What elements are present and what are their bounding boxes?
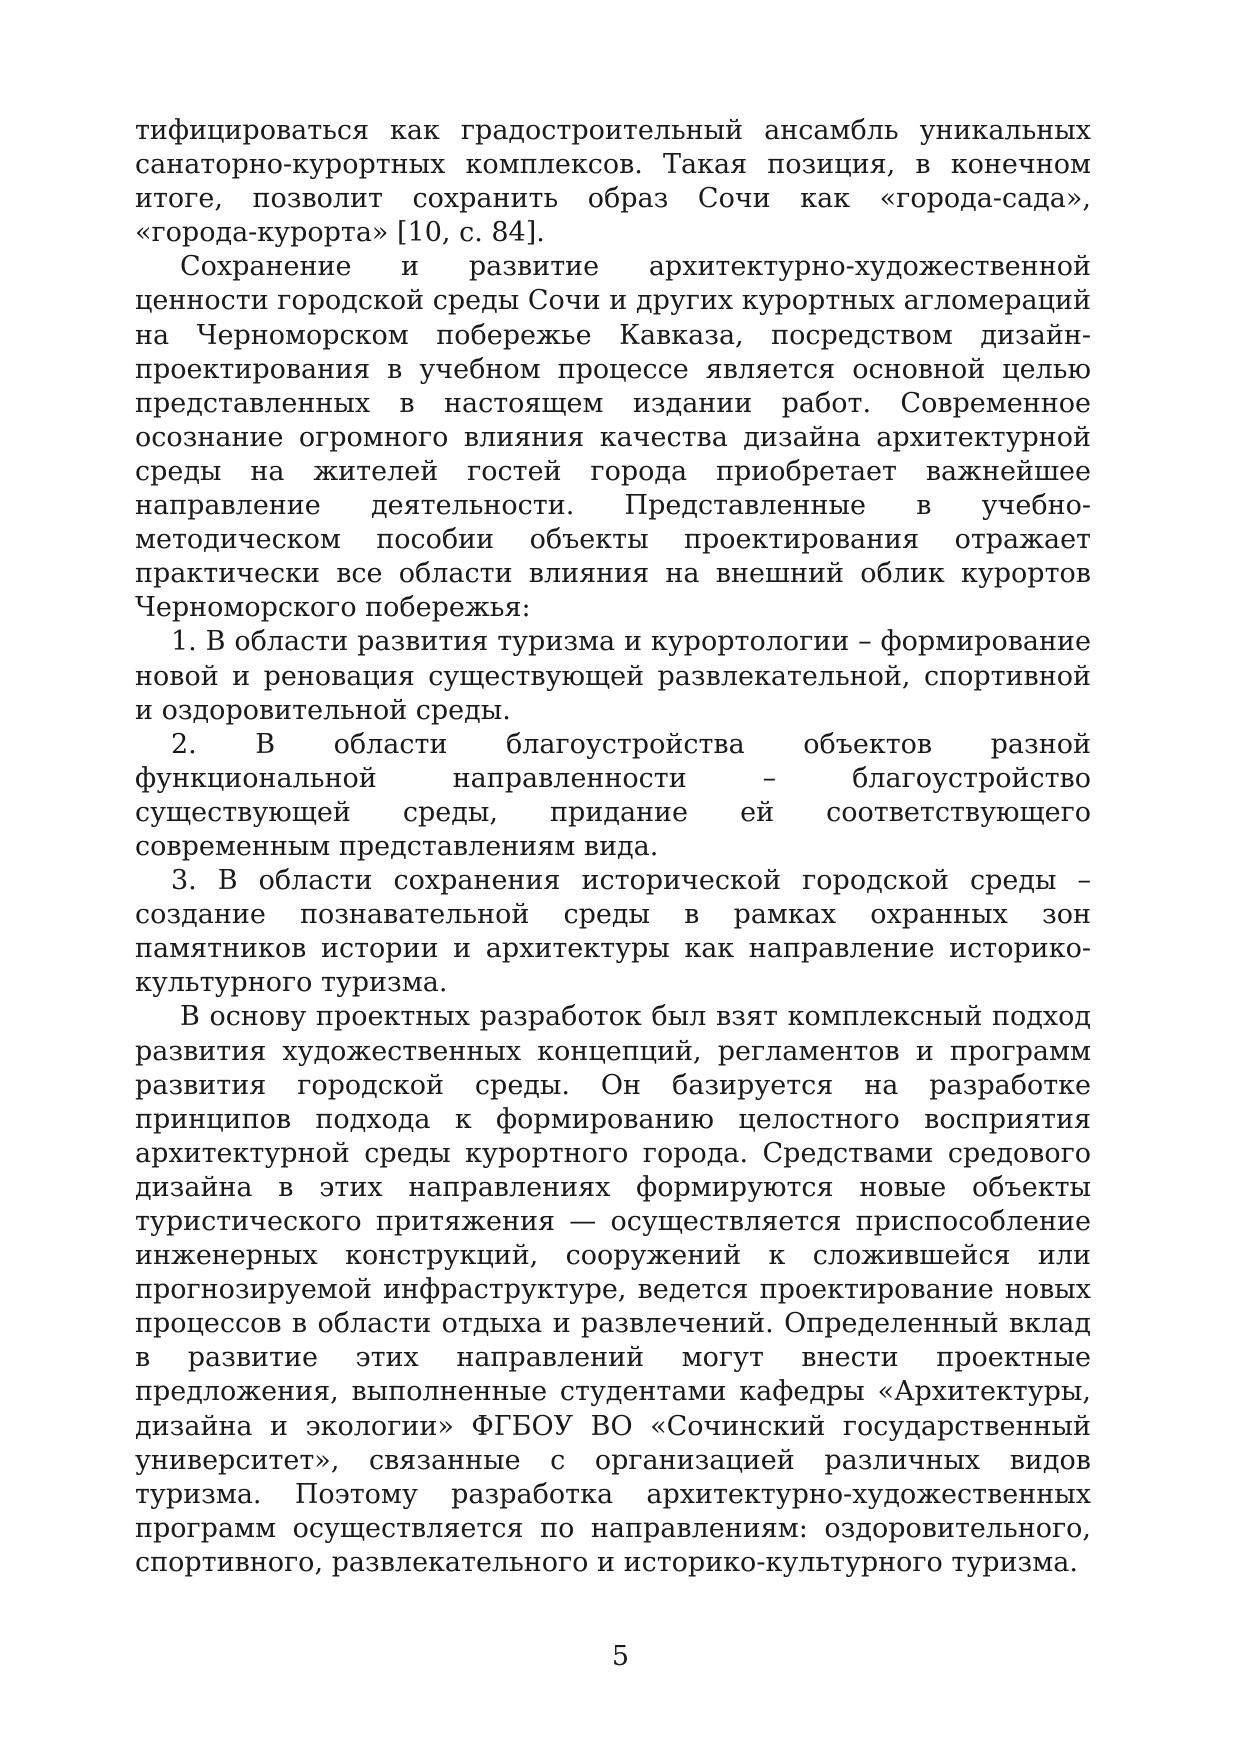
paragraph-continuation: тифицироваться как градостроительный ансамбль уникальных санаторно-курортных комплексов. Такая позиция, в конечном итоге, позволит сохранить образ Сочи как «города-сада», «города-курорта» [10, с. 84]. — [135, 115, 1091, 249]
body-text — [135, 114, 1091, 1580]
list-item-historic-environment: 3. В области сохранения исторической городской среды – создание познавательной среды в рамках охранных зон памятников истории и архитектуры как направление историко-культурного туризма. — [135, 865, 1091, 999]
paragraph-design-approach: В основу проектных разработок был взят комплексный подход развития художественных концепций, регламентов и программ развития городской среды. Он базируется на разработке принципов подхода к формированию целостного восприятия архитектурной среды курортного города. Средствами средового дизайна в этих направлениях формируются новые объекты туристического притяжения — осуществляется приспособление инженерных конструкций, сооружений к сложившейся или прогнозируемой инфраструктуре, ведется проектирование новых процессов в области отдыха и развлечений. Определенный вклад в развитие этих направлений могут внести проектные предложения, выполненные студентами кафедры «Архитектуры, дизайна и экологии» ФГБОУ ВО «Сочинский государственный университет», связанные с организацией различных видов туризма. Поэтому разработка архитектурно-художественных программ осуществляется по направлениям: оздоровительного, спортивного, развлекательного и историко-культурного туризма. — [135, 1001, 1091, 1578]
list-item-tourism: 1. В области развития туризма и курортологии – формирование новой и реновация существующей развлекательной, спортивной и оздоровительной среды. — [135, 626, 1091, 726]
paragraph-preservation-goal: Сохранение и развитие архитектурно-художественной ценности городской среды Сочи и других курортных агломераций на Черноморском побережье Кавказа, посредством дизайн-проектирования в учебном процессе является основной целью представленных в настоящем издании работ. Современное осознание огромного влияния качества дизайна архитектурной среды на жителей гостей города приобретает важнейшее направление деятельности. Представленные в учебно-методическом пособии объекты проектирования отражает практически все области влияния на внешний облик курортов Черноморского побережья: — [135, 251, 1091, 624]
list-item-improvement: 2. В области благоустройства объектов разной функциональной направленности – благоустройство существующей среды, придание ей соответствующего современным представлениям вида. — [135, 728, 1091, 862]
page-number: 5 — [611, 1641, 630, 1672]
